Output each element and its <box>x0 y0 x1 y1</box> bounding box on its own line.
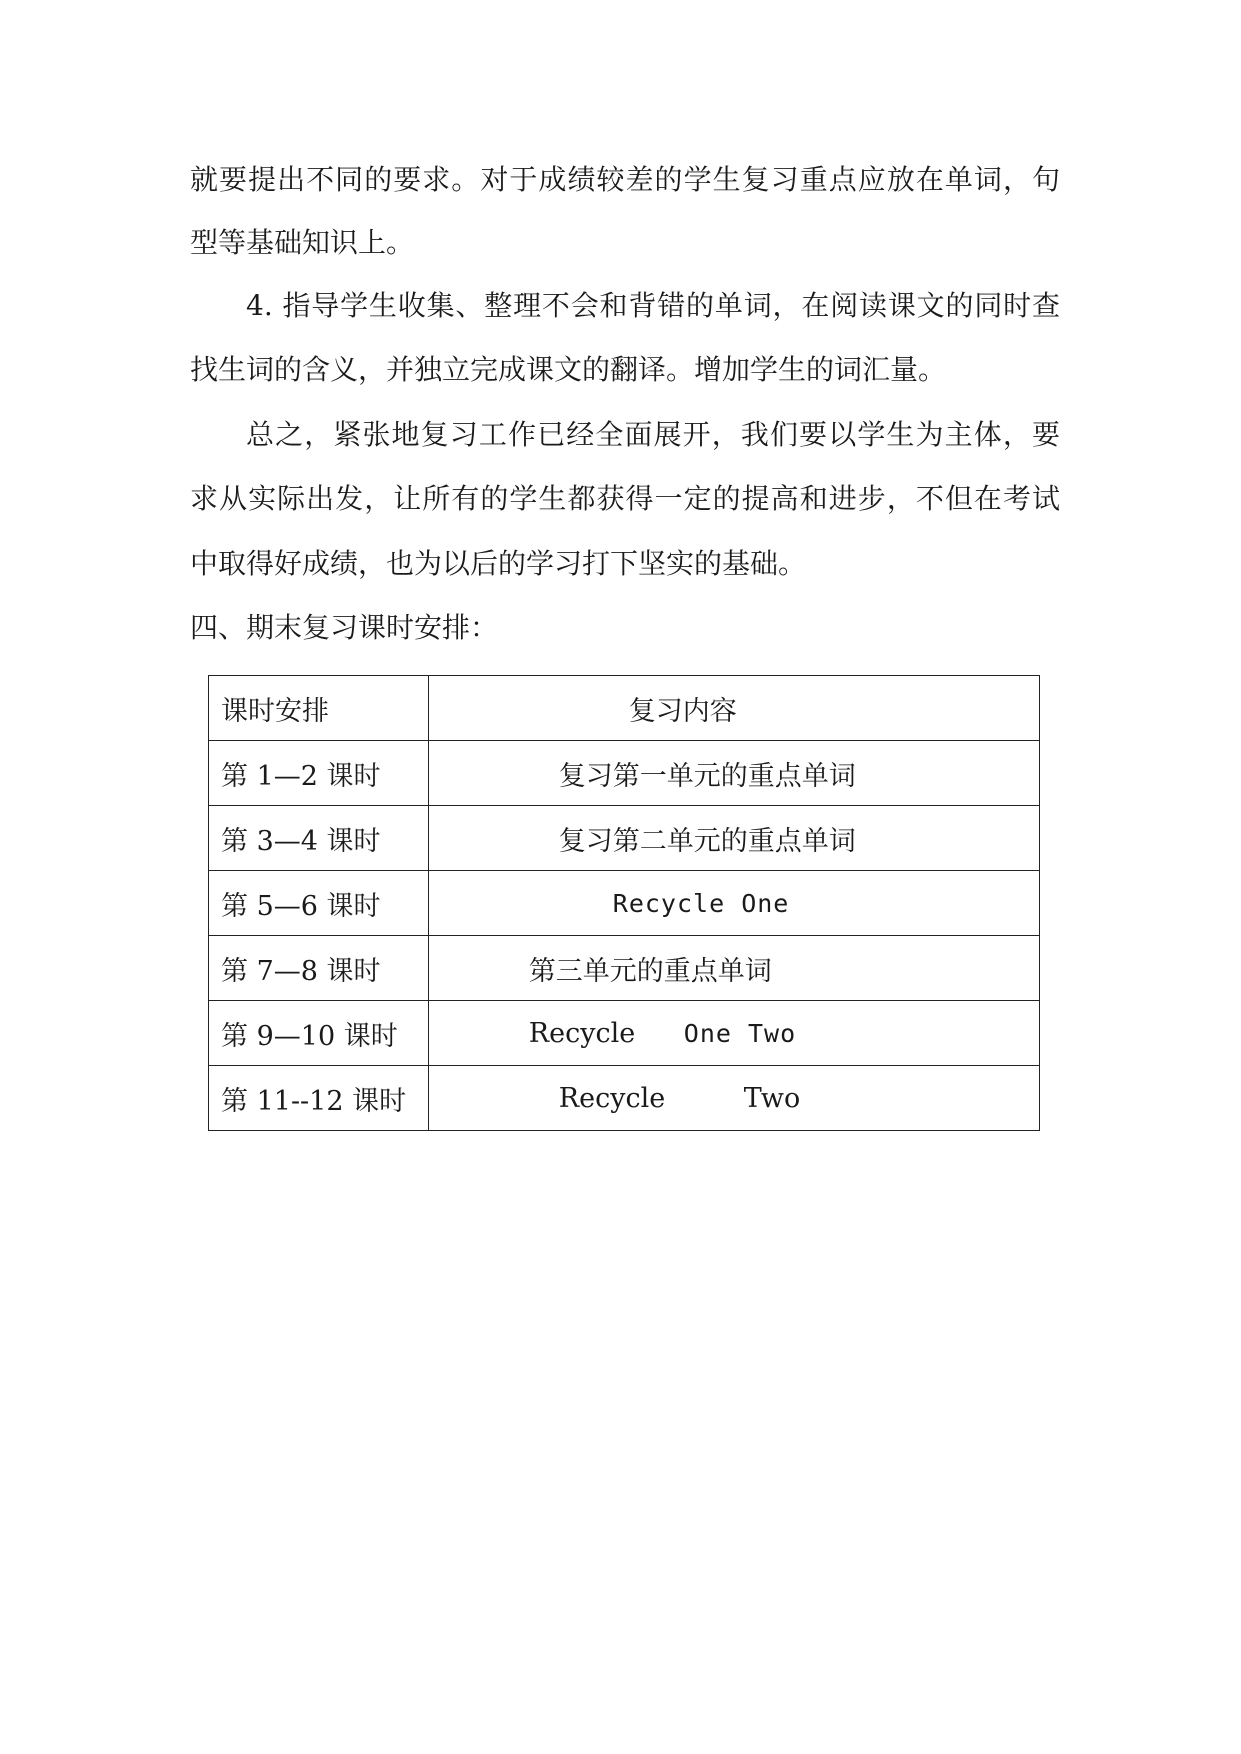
paragraph-3-line-2: 求从实际出发，让所有的学生都获得一定的提高和进步，不但在考试 <box>190 482 1060 515</box>
paragraph-1-line-1: 就要提出不同的要求。对于成绩较差的学生复习重点应放在单词，句 <box>190 163 1060 196</box>
content-text: Recycle One <box>612 888 790 918</box>
section-heading: 四、期末复习课时安排： <box>190 611 499 644</box>
period-cell: 第 5—6 课时 <box>209 871 429 936</box>
content-text: Recycle <box>528 1017 636 1049</box>
period-cell: 第 11--12 课时 <box>209 1066 429 1131</box>
period-cell: 第 3—4 课时 <box>209 806 429 871</box>
table-row <box>209 936 1040 1001</box>
content-cell <box>428 1001 1039 1066</box>
period-cell: 第 7—8 课时 <box>209 936 429 1001</box>
content-text: 复习第二单元的重点单词 <box>558 825 856 857</box>
table-header-row <box>209 676 1040 741</box>
period-cell: 第 9—10 课时 <box>209 1001 429 1066</box>
content-text-secondary: Two <box>743 1082 801 1114</box>
content-text: 复习第一单元的重点单词 <box>558 760 856 792</box>
content-cell <box>428 806 1039 871</box>
content-text-secondary: One Two <box>683 1018 797 1048</box>
content-cell <box>428 936 1039 1001</box>
paragraph-3-line-1: 总之，紧张地复习工作已经全面展开，我们要以学生为主体，要 <box>246 418 1060 451</box>
table-row <box>209 806 1040 871</box>
table-row <box>209 1001 1040 1066</box>
header-period: 课时安排 <box>209 676 429 741</box>
table-row <box>209 1066 1040 1131</box>
content-cell <box>428 871 1039 936</box>
paragraph-3-line-3: 中取得好成绩，也为以后的学习打下坚实的基础。 <box>190 547 807 580</box>
header-content-label: 复习内容 <box>628 695 737 727</box>
content-cell <box>428 741 1039 806</box>
paragraph-2-line-2: 找生词的含义，并独立完成课文的翻译。增加学生的词汇量。 <box>190 353 947 386</box>
paragraph-1-line-2: 型等基础知识上。 <box>190 226 415 259</box>
review-schedule-table <box>208 675 1040 1131</box>
content-text: 第三单元的重点单词 <box>528 955 772 987</box>
table-row <box>209 871 1040 936</box>
header-content <box>428 676 1039 741</box>
table-row <box>209 741 1040 806</box>
paragraph-2-line-1: 4. 指导学生收集、整理不会和背错的单词，在阅读课文的同时查 <box>246 289 1060 322</box>
content-text: Recycle <box>558 1082 666 1114</box>
content-cell <box>428 1066 1039 1131</box>
period-cell: 第 1—2 课时 <box>209 741 429 806</box>
